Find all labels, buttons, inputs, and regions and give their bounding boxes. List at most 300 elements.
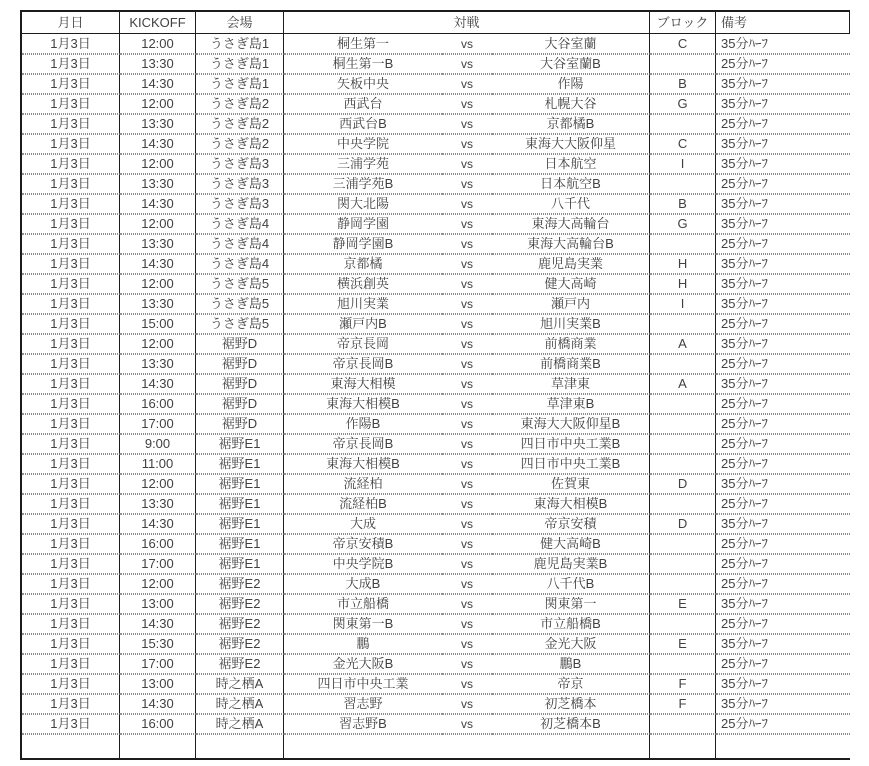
cell-venue: 裾野E1 — [196, 534, 284, 554]
cell-away-team: 鹿児島実業 — [492, 254, 650, 274]
cell-home-team: 中央学院B — [284, 554, 442, 574]
cell-remarks: 35分ﾊｰﾌ — [716, 254, 850, 274]
cell-vs-label: vs — [442, 114, 492, 134]
cell-block — [650, 314, 716, 334]
cell-vs-label: vs — [442, 634, 492, 654]
table-row — [22, 514, 850, 534]
cell-kickoff: 12:00 — [120, 474, 196, 494]
cell-remarks: 35分ﾊｰﾌ — [716, 374, 850, 394]
cell-remarks: 35分ﾊｰﾌ — [716, 34, 850, 54]
cell-vs-label: vs — [442, 174, 492, 194]
cell-vs-label: vs — [442, 394, 492, 414]
cell-block — [650, 494, 716, 514]
cell-date: 1月3日 — [22, 654, 120, 674]
cell-remarks: 35分ﾊｰﾌ — [716, 674, 850, 694]
cell-home-team: 三浦学苑 — [284, 154, 442, 174]
cell-block: H — [650, 274, 716, 294]
cell-vs-label: vs — [442, 434, 492, 454]
cell-remarks: 35分ﾊｰﾌ — [716, 514, 850, 534]
cell-vs-label: vs — [442, 694, 492, 714]
cell-venue: 裾野E2 — [196, 594, 284, 614]
cell-venue: 裾野D — [196, 394, 284, 414]
cell-vs-label: vs — [442, 414, 492, 434]
cell-date: 1月3日 — [22, 314, 120, 334]
cell-away-team: 草津東B — [492, 394, 650, 414]
cell-remarks: 35分ﾊｰﾌ — [716, 94, 850, 114]
table-row — [22, 234, 850, 254]
cell-remarks: 35分ﾊｰﾌ — [716, 214, 850, 234]
cell-venue: 裾野E1 — [196, 514, 284, 534]
cell-block — [650, 534, 716, 554]
cell-venue: 裾野E1 — [196, 454, 284, 474]
cell-venue: 裾野D — [196, 354, 284, 374]
cell-away-team: 日本航空 — [492, 154, 650, 174]
cell-away-team: 関東第一 — [492, 594, 650, 614]
cell-away-team: 四日市中央工業B — [492, 434, 650, 454]
cell-date: 1月3日 — [22, 474, 120, 494]
cell-kickoff: 13:30 — [120, 114, 196, 134]
cell-date: 1月3日 — [22, 614, 120, 634]
cell-block — [650, 714, 716, 734]
table-row — [22, 54, 850, 74]
cell-home-team: 中央学院 — [284, 134, 442, 154]
cell-block — [650, 734, 716, 758]
cell-date: 1月3日 — [22, 74, 120, 94]
cell-away-team: 四日市中央工業B — [492, 454, 650, 474]
cell-away-team: 健大高崎 — [492, 274, 650, 294]
cell-kickoff: 14:30 — [120, 134, 196, 154]
cell-home-team: 東海大相模B — [284, 454, 442, 474]
cell-home-team: 静岡学園 — [284, 214, 442, 234]
table-row — [22, 154, 850, 174]
cell-venue: 裾野E1 — [196, 494, 284, 514]
cell-kickoff: 13:30 — [120, 354, 196, 374]
cell-remarks — [716, 734, 850, 758]
header-row — [22, 12, 850, 34]
cell-date: 1月3日 — [22, 434, 120, 454]
cell-remarks: 35分ﾊｰﾌ — [716, 74, 850, 94]
cell-vs-label: vs — [442, 234, 492, 254]
cell-remarks: 25分ﾊｰﾌ — [716, 354, 850, 374]
cell-date: 1月3日 — [22, 54, 120, 74]
cell-date: 1月3日 — [22, 134, 120, 154]
cell-vs-label: vs — [442, 574, 492, 594]
table-row — [22, 734, 850, 758]
cell-home-team: 三浦学苑B — [284, 174, 442, 194]
cell-home-team: 大成 — [284, 514, 442, 534]
cell-remarks: 35分ﾊｰﾌ — [716, 594, 850, 614]
table-row — [22, 714, 850, 734]
cell-vs-label: vs — [442, 674, 492, 694]
cell-block: G — [650, 214, 716, 234]
cell-remarks: 25分ﾊｰﾌ — [716, 434, 850, 454]
cell-away-team: 帝京安積 — [492, 514, 650, 534]
cell-remarks: 25分ﾊｰﾌ — [716, 554, 850, 574]
cell-home-team: 市立船橋 — [284, 594, 442, 614]
cell-date: 1月3日 — [22, 414, 120, 434]
cell-home-team: 大成B — [284, 574, 442, 594]
cell-kickoff: 16:00 — [120, 394, 196, 414]
cell-vs-label: vs — [442, 214, 492, 234]
cell-remarks: 25分ﾊｰﾌ — [716, 174, 850, 194]
cell-home-team: 帝京安積B — [284, 534, 442, 554]
cell-home-team: 関東第一B — [284, 614, 442, 634]
cell-away-team: 市立船橋B — [492, 614, 650, 634]
cell-kickoff: 14:30 — [120, 694, 196, 714]
cell-block — [650, 114, 716, 134]
cell-away-team: 東海大大阪仰星B — [492, 414, 650, 434]
cell-home-team: 習志野 — [284, 694, 442, 714]
cell-away-team: 旭川実業B — [492, 314, 650, 334]
cell-block — [650, 574, 716, 594]
cell-away-team: 健大高崎B — [492, 534, 650, 554]
cell-date: 1月3日 — [22, 634, 120, 654]
cell-away-team: 初芝橋本B — [492, 714, 650, 734]
cell-vs-label: vs — [442, 54, 492, 74]
cell-kickoff: 16:00 — [120, 714, 196, 734]
table-row — [22, 34, 850, 54]
cell-home-team: 瀬戸内B — [284, 314, 442, 334]
cell-vs-label: vs — [442, 374, 492, 394]
cell-kickoff: 13:30 — [120, 294, 196, 314]
cell-away-team: 八千代 — [492, 194, 650, 214]
table-row — [22, 694, 850, 714]
cell-venue: うさぎ島1 — [196, 54, 284, 74]
cell-venue: 裾野E1 — [196, 434, 284, 454]
cell-kickoff: 14:30 — [120, 374, 196, 394]
cell-venue: うさぎ島4 — [196, 234, 284, 254]
cell-remarks: 25分ﾊｰﾌ — [716, 614, 850, 634]
table-row — [22, 274, 850, 294]
col-header-venue: 会場 — [196, 12, 284, 34]
cell-kickoff: 15:00 — [120, 314, 196, 334]
cell-vs-label: vs — [442, 334, 492, 354]
cell-away-team: 東海大高輪台B — [492, 234, 650, 254]
cell-date: 1月3日 — [22, 574, 120, 594]
cell-venue: 裾野E2 — [196, 654, 284, 674]
cell-vs-label: vs — [442, 654, 492, 674]
table-body — [22, 34, 850, 758]
table-row — [22, 494, 850, 514]
cell-block: E — [650, 634, 716, 654]
cell-block — [650, 554, 716, 574]
cell-date: 1月3日 — [22, 334, 120, 354]
cell-venue: うさぎ島1 — [196, 74, 284, 94]
cell-date: 1月3日 — [22, 714, 120, 734]
table-row — [22, 594, 850, 614]
cell-vs-label: vs — [442, 194, 492, 214]
cell-venue: うさぎ島5 — [196, 294, 284, 314]
table-row — [22, 254, 850, 274]
table-header — [22, 12, 850, 34]
table-row — [22, 194, 850, 214]
cell-vs-label: vs — [442, 714, 492, 734]
cell-venue: 時之栖A — [196, 674, 284, 694]
cell-away-team: 大谷室蘭 — [492, 34, 650, 54]
cell-home-team: 横浜創英 — [284, 274, 442, 294]
cell-date: 1月3日 — [22, 214, 120, 234]
cell-venue: 時之栖A — [196, 714, 284, 734]
cell-block: B — [650, 74, 716, 94]
cell-remarks: 35分ﾊｰﾌ — [716, 474, 850, 494]
cell-home-team: 鵬 — [284, 634, 442, 654]
cell-block: D — [650, 474, 716, 494]
cell-kickoff: 13:30 — [120, 234, 196, 254]
cell-away-team: 金光大阪 — [492, 634, 650, 654]
cell-kickoff: 14:30 — [120, 614, 196, 634]
cell-block: E — [650, 594, 716, 614]
cell-date: 1月3日 — [22, 294, 120, 314]
table-row — [22, 374, 850, 394]
cell-venue — [196, 734, 284, 758]
cell-home-team: 帝京長岡B — [284, 354, 442, 374]
cell-venue: うさぎ島4 — [196, 254, 284, 274]
cell-venue: 裾野E2 — [196, 614, 284, 634]
table-row — [22, 674, 850, 694]
table-row — [22, 654, 850, 674]
cell-home-team: 習志野B — [284, 714, 442, 734]
cell-away-team: 大谷室蘭B — [492, 54, 650, 74]
cell-home-team: 東海大相模B — [284, 394, 442, 414]
cell-home-team: 関大北陽 — [284, 194, 442, 214]
cell-kickoff: 13:00 — [120, 594, 196, 614]
cell-vs-label: vs — [442, 154, 492, 174]
cell-venue: うさぎ島1 — [196, 34, 284, 54]
col-header-date: 月日 — [22, 12, 120, 34]
cell-remarks: 25分ﾊｰﾌ — [716, 394, 850, 414]
cell-remarks: 25分ﾊｰﾌ — [716, 494, 850, 514]
cell-away-team: 札幌大谷 — [492, 94, 650, 114]
cell-away-team: 作陽 — [492, 74, 650, 94]
cell-away-team: 帝京 — [492, 674, 650, 694]
cell-away-team: 鹿児島実業B — [492, 554, 650, 574]
table-row — [22, 634, 850, 654]
cell-venue: うさぎ島3 — [196, 154, 284, 174]
cell-remarks: 35分ﾊｰﾌ — [716, 334, 850, 354]
cell-kickoff: 17:00 — [120, 414, 196, 434]
table-row — [22, 614, 850, 634]
cell-date: 1月3日 — [22, 494, 120, 514]
cell-date: 1月3日 — [22, 514, 120, 534]
cell-block: H — [650, 254, 716, 274]
cell-kickoff: 12:00 — [120, 94, 196, 114]
cell-block — [650, 434, 716, 454]
table-row — [22, 434, 850, 454]
cell-away-team: 京都橘B — [492, 114, 650, 134]
cell-date: 1月3日 — [22, 554, 120, 574]
cell-vs-label: vs — [442, 534, 492, 554]
cell-away-team: 草津東 — [492, 374, 650, 394]
cell-home-team: 静岡学園B — [284, 234, 442, 254]
cell-remarks: 25分ﾊｰﾌ — [716, 54, 850, 74]
cell-kickoff: 14:30 — [120, 194, 196, 214]
cell-kickoff: 12:00 — [120, 34, 196, 54]
cell-block — [650, 414, 716, 434]
cell-venue: 裾野E1 — [196, 554, 284, 574]
cell-venue: うさぎ島3 — [196, 194, 284, 214]
table-row — [22, 394, 850, 414]
cell-venue: うさぎ島2 — [196, 94, 284, 114]
cell-date: 1月3日 — [22, 114, 120, 134]
cell-kickoff: 9:00 — [120, 434, 196, 454]
cell-vs-label: vs — [442, 94, 492, 114]
cell-vs-label: vs — [442, 594, 492, 614]
cell-kickoff — [120, 734, 196, 758]
cell-date: 1月3日 — [22, 454, 120, 474]
cell-home-team: 西武台B — [284, 114, 442, 134]
cell-kickoff: 17:00 — [120, 554, 196, 574]
match-schedule-table — [20, 10, 850, 760]
cell-venue: うさぎ島5 — [196, 314, 284, 334]
cell-home-team: 金光大阪B — [284, 654, 442, 674]
cell-vs-label: vs — [442, 74, 492, 94]
cell-kickoff: 12:00 — [120, 274, 196, 294]
cell-remarks: 35分ﾊｰﾌ — [716, 294, 850, 314]
cell-block: F — [650, 694, 716, 714]
cell-kickoff: 12:00 — [120, 574, 196, 594]
cell-home-team — [284, 734, 442, 758]
cell-block: A — [650, 334, 716, 354]
cell-block — [650, 654, 716, 674]
cell-venue: 裾野D — [196, 374, 284, 394]
cell-venue: うさぎ島3 — [196, 174, 284, 194]
cell-block — [650, 174, 716, 194]
cell-home-team: 矢板中央 — [284, 74, 442, 94]
cell-block — [650, 614, 716, 634]
cell-date: 1月3日 — [22, 354, 120, 374]
cell-vs-label: vs — [442, 474, 492, 494]
cell-remarks: 35分ﾊｰﾌ — [716, 194, 850, 214]
cell-home-team: 流経柏 — [284, 474, 442, 494]
cell-kickoff: 13:30 — [120, 494, 196, 514]
table-row — [22, 574, 850, 594]
cell-remarks: 35分ﾊｰﾌ — [716, 134, 850, 154]
cell-away-team: 初芝橋本 — [492, 694, 650, 714]
cell-vs-label: vs — [442, 294, 492, 314]
cell-date: 1月3日 — [22, 674, 120, 694]
cell-kickoff: 16:00 — [120, 534, 196, 554]
cell-date: 1月3日 — [22, 394, 120, 414]
cell-vs-label: vs — [442, 134, 492, 154]
cell-venue: うさぎ島5 — [196, 274, 284, 294]
table-row — [22, 74, 850, 94]
cell-remarks: 35分ﾊｰﾌ — [716, 634, 850, 654]
cell-remarks: 35分ﾊｰﾌ — [716, 694, 850, 714]
cell-venue: 裾野E2 — [196, 574, 284, 594]
cell-date: 1月3日 — [22, 374, 120, 394]
table-row — [22, 354, 850, 374]
cell-block: F — [650, 674, 716, 694]
cell-away-team: 瀬戸内 — [492, 294, 650, 314]
cell-kickoff: 14:30 — [120, 74, 196, 94]
cell-vs-label: vs — [442, 514, 492, 534]
cell-kickoff: 15:30 — [120, 634, 196, 654]
cell-kickoff: 12:00 — [120, 334, 196, 354]
cell-block — [650, 54, 716, 74]
cell-remarks: 35分ﾊｰﾌ — [716, 274, 850, 294]
cell-vs-label: vs — [442, 274, 492, 294]
cell-date: 1月3日 — [22, 694, 120, 714]
cell-date — [22, 734, 120, 758]
cell-away-team: 東海大高輪台 — [492, 214, 650, 234]
cell-vs-label: vs — [442, 314, 492, 334]
cell-remarks: 35分ﾊｰﾌ — [716, 154, 850, 174]
cell-date: 1月3日 — [22, 234, 120, 254]
cell-kickoff: 17:00 — [120, 654, 196, 674]
col-header-remarks: 備考 — [716, 12, 850, 34]
cell-date: 1月3日 — [22, 194, 120, 214]
cell-block — [650, 394, 716, 414]
cell-remarks: 25分ﾊｰﾌ — [716, 714, 850, 734]
cell-venue: うさぎ島4 — [196, 214, 284, 234]
cell-home-team: 桐生第一B — [284, 54, 442, 74]
cell-venue: 時之栖A — [196, 694, 284, 714]
cell-block: C — [650, 134, 716, 154]
col-header-kickoff: KICKOFF — [120, 12, 196, 34]
cell-home-team: 桐生第一 — [284, 34, 442, 54]
cell-venue: 裾野E2 — [196, 634, 284, 654]
cell-kickoff: 12:00 — [120, 214, 196, 234]
cell-block: A — [650, 374, 716, 394]
cell-away-team: 八千代B — [492, 574, 650, 594]
cell-date: 1月3日 — [22, 34, 120, 54]
cell-away-team: 東海大大阪仰星 — [492, 134, 650, 154]
table-row — [22, 294, 850, 314]
cell-venue: 裾野D — [196, 334, 284, 354]
cell-venue: うさぎ島2 — [196, 134, 284, 154]
cell-home-team: 帝京長岡 — [284, 334, 442, 354]
cell-date: 1月3日 — [22, 154, 120, 174]
cell-vs-label: vs — [442, 34, 492, 54]
col-header-block: ブロック — [650, 12, 716, 34]
cell-remarks: 25分ﾊｰﾌ — [716, 454, 850, 474]
table-row — [22, 134, 850, 154]
cell-vs-label: vs — [442, 494, 492, 514]
cell-vs-label: vs — [442, 614, 492, 634]
cell-home-team: 西武台 — [284, 94, 442, 114]
cell-kickoff: 13:30 — [120, 174, 196, 194]
cell-date: 1月3日 — [22, 94, 120, 114]
cell-kickoff: 13:00 — [120, 674, 196, 694]
cell-date: 1月3日 — [22, 534, 120, 554]
cell-home-team: 流経柏B — [284, 494, 442, 514]
table-row — [22, 334, 850, 354]
cell-venue: 裾野D — [196, 414, 284, 434]
cell-vs-label: vs — [442, 554, 492, 574]
cell-block: C — [650, 34, 716, 54]
cell-home-team: 作陽B — [284, 414, 442, 434]
table-row — [22, 534, 850, 554]
table-row — [22, 414, 850, 434]
cell-away-team: 前橋商業 — [492, 334, 650, 354]
cell-away-team: 日本航空B — [492, 174, 650, 194]
cell-remarks: 25分ﾊｰﾌ — [716, 654, 850, 674]
cell-kickoff: 13:30 — [120, 54, 196, 74]
table-row — [22, 94, 850, 114]
cell-kickoff: 14:30 — [120, 254, 196, 274]
cell-remarks: 25分ﾊｰﾌ — [716, 234, 850, 254]
cell-vs-label: vs — [442, 254, 492, 274]
cell-remarks: 25分ﾊｰﾌ — [716, 534, 850, 554]
cell-venue: 裾野E1 — [196, 474, 284, 494]
cell-away-team: 東海大相模B — [492, 494, 650, 514]
table-row — [22, 174, 850, 194]
cell-block: D — [650, 514, 716, 534]
cell-date: 1月3日 — [22, 594, 120, 614]
cell-vs-label — [442, 734, 492, 758]
cell-away-team — [492, 734, 650, 758]
table-row — [22, 214, 850, 234]
